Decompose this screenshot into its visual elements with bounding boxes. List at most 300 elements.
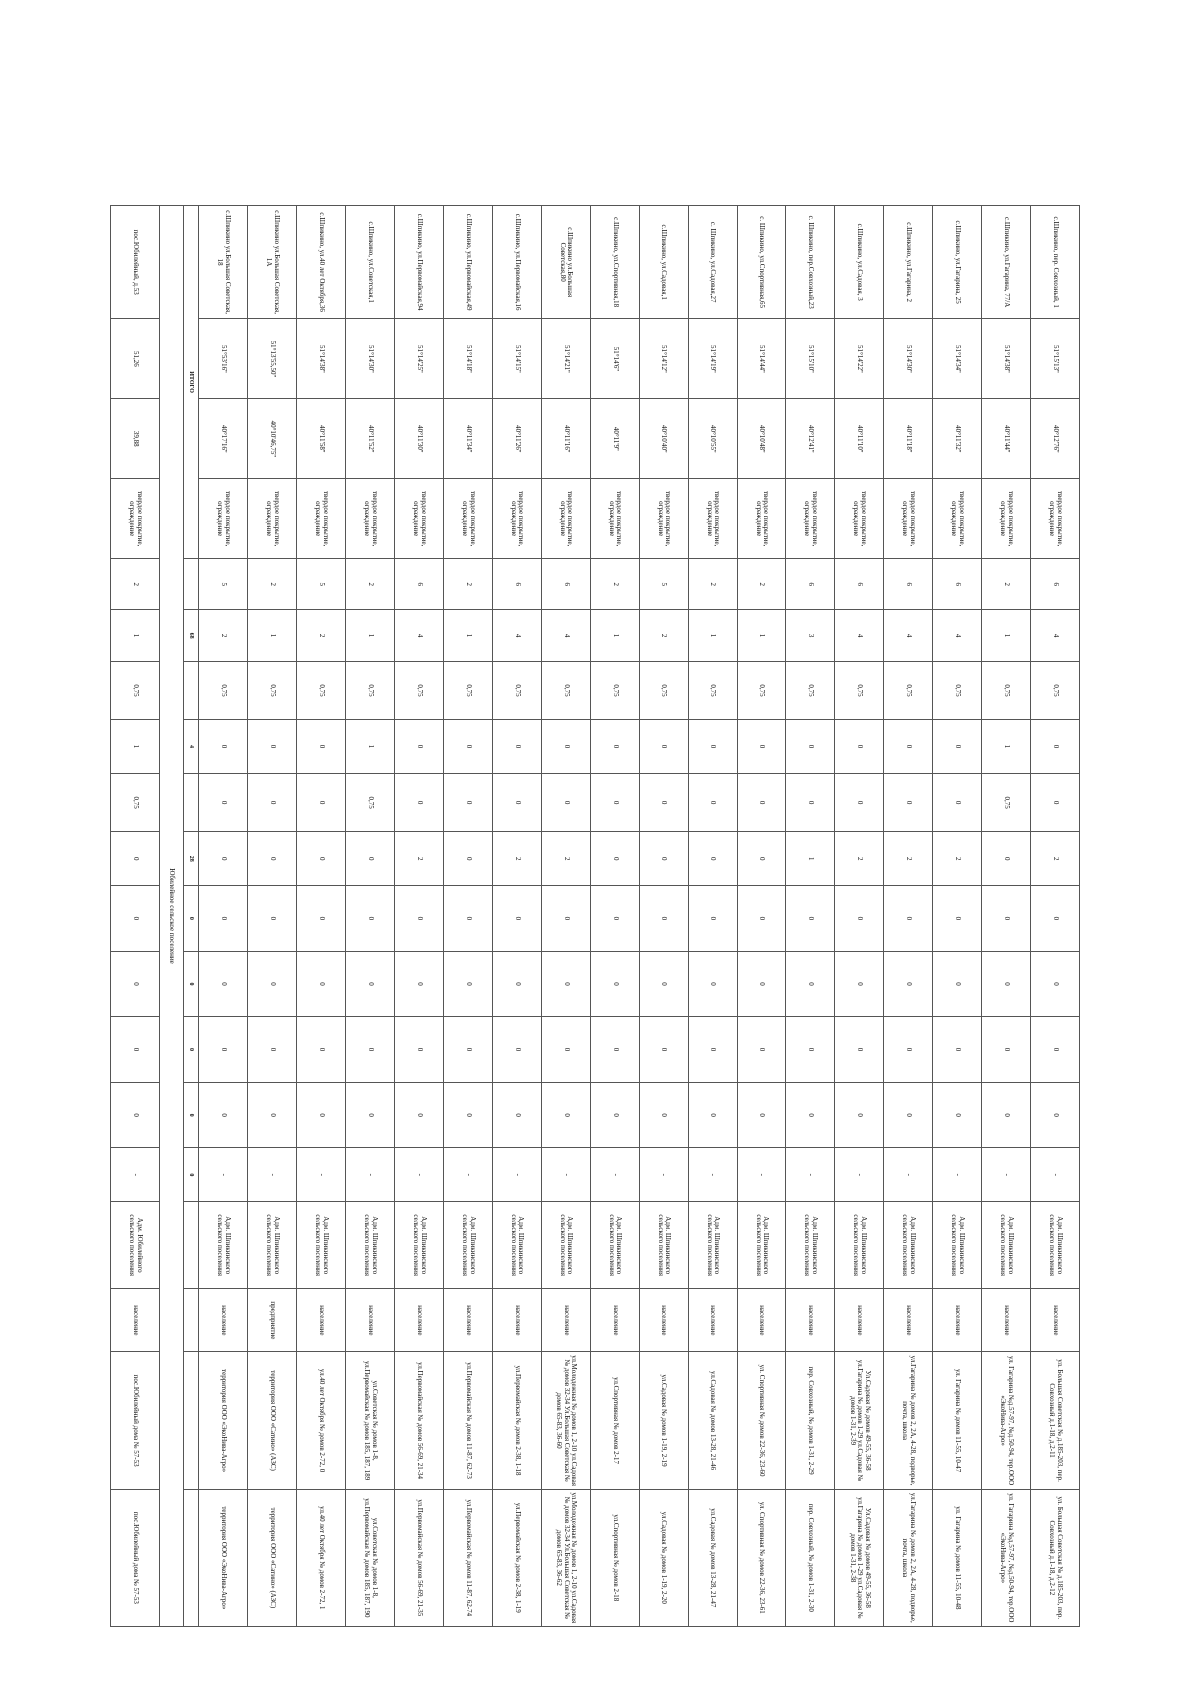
table-cell: 0 xyxy=(639,1082,688,1148)
table-cell: 0 xyxy=(835,951,884,1017)
table-cell: 1 xyxy=(737,610,786,661)
table-cell: твердое покрытие, ограждение xyxy=(199,479,248,559)
table-cell: 0 xyxy=(1031,886,1080,952)
table-cell: 0 xyxy=(982,1017,1031,1083)
table-row xyxy=(884,206,933,1627)
table-row xyxy=(541,206,590,1627)
table-cell: 51°14'15'' xyxy=(492,319,541,399)
table-cell: территория ООО «Сатино» (АЗС) xyxy=(248,1489,297,1626)
table-cell: 0 xyxy=(786,886,835,952)
table-cell: 0 xyxy=(492,886,541,952)
table-cell: 0 xyxy=(688,832,737,886)
table-cell: население xyxy=(639,1289,688,1352)
table-cell: ул.Молодежная № домов 1, 2-10 ул.Садовая № домов 32-34 Ул.Большая Советская № домов 65-83, 36-62 xyxy=(541,1489,590,1626)
table-cell: 0 xyxy=(248,951,297,1017)
table-cell: 0 xyxy=(982,886,1031,952)
table-cell: 0 xyxy=(786,773,835,831)
table-cell: 2 xyxy=(395,832,444,886)
table-cell: 0 xyxy=(111,951,160,1017)
table-cell: твердое покрытие, ограждение xyxy=(835,479,884,559)
table-cell: 2 xyxy=(541,832,590,886)
table-cell: 0 xyxy=(933,951,982,1017)
table-cell: с.Шпикино, ул.Гагарина, 2 xyxy=(884,206,933,319)
table-cell: твердое покрытие, ограждение xyxy=(933,479,982,559)
table-row xyxy=(688,206,737,1627)
table-cell: - xyxy=(346,1148,395,1202)
table-cell: 40°11'58'' xyxy=(297,399,346,479)
table-cell: 0 xyxy=(248,1082,297,1148)
table-cell: ул.Садовая № домов 1-19, 2-19 xyxy=(639,1352,688,1489)
table-cell: 0 xyxy=(688,1082,737,1148)
table-cell: 0 xyxy=(541,773,590,831)
table-cell: - xyxy=(590,1148,639,1202)
table-cell: ул.Гагарина № домов 2, 2А, 4-28, подворье, почта, школа xyxy=(884,1489,933,1626)
table-cell: 3 xyxy=(786,610,835,661)
table-cell: 0 xyxy=(346,1082,395,1148)
table-cell: Ул.Садовая № домов 49-55, 36-58 ул.Гагарина № домов 1-29 ул.Садовая № домов 1-31, 2-38 xyxy=(835,1489,884,1626)
table-cell: с.Шпикино, ул.Гагарина, 25 xyxy=(933,206,982,319)
table-cell: Адм. Шпикинского сельского поселения xyxy=(835,1202,884,1289)
table-cell: твердое покрытие, ограждение xyxy=(639,479,688,559)
table-cell: пос.Юбилейный дома № 57-53 xyxy=(111,1489,160,1626)
table-cell: пос.Юбилейный дома № 57-53 xyxy=(111,1352,160,1489)
table-cell: 2 xyxy=(688,559,737,610)
table-cell: ул. Гагарина № домов 11-55, 10-48 xyxy=(933,1489,982,1626)
table-cell: 0,75 xyxy=(346,773,395,831)
table-cell: 0,75 xyxy=(786,661,835,719)
table-cell: ул.Садовая № домов 13-28, 21-46 xyxy=(688,1352,737,1489)
table-cell: 4 xyxy=(1031,610,1080,661)
table-cell: Адм. Шпикинского сельского поселения xyxy=(395,1202,444,1289)
table-cell: 0 xyxy=(248,886,297,952)
table-cell: Адм. Шпикинского сельского поселения xyxy=(786,1202,835,1289)
total-cell xyxy=(183,1202,199,1289)
table-cell: - xyxy=(737,1148,786,1202)
table-cell: 0 xyxy=(737,1082,786,1148)
table-cell: 1 xyxy=(982,610,1031,661)
total-label: ИТОГО xyxy=(183,206,199,559)
table-cell: 0,75 xyxy=(933,661,982,719)
table-cell: Ул.Садовая № домов 49-55, 36-58 ул.Гагарина № домов 1-29 ул.Садовая № домов 1-31, 2-39 xyxy=(835,1352,884,1489)
total-cell: 0 xyxy=(183,1148,199,1202)
table-cell: 51°15'13'' xyxy=(1031,319,1080,399)
table-cell: 51°14'6'' xyxy=(590,319,639,399)
table-cell: население xyxy=(492,1289,541,1352)
table-cell: Адм. Шпикинского сельского поселения xyxy=(248,1202,297,1289)
table-cell: ул. Спортивная № домов 22-36, 23-60 xyxy=(737,1352,786,1489)
table-cell: 6 xyxy=(395,559,444,610)
table-cell: Адм. Шпикинского сельского поселения xyxy=(541,1202,590,1289)
table-cell: 6 xyxy=(884,559,933,610)
table-cell: 0 xyxy=(346,832,395,886)
table-row xyxy=(737,206,786,1627)
table-cell: 40°12'76'' xyxy=(1031,399,1080,479)
table-cell: Адм. Шпикинского сельского поселения xyxy=(737,1202,786,1289)
table-cell: - xyxy=(395,1148,444,1202)
table-cell: население xyxy=(884,1289,933,1352)
table-cell: 1 xyxy=(111,610,160,661)
table-cell: 0 xyxy=(395,720,444,774)
table-cell: 1 xyxy=(982,720,1031,774)
table-cell: 4 xyxy=(933,610,982,661)
table-cell: 1 xyxy=(111,720,160,774)
table-cell: ул.Советская № домов 1-8, ул.Первомайская № домов 185, 187, 190 xyxy=(346,1489,395,1626)
table-cell: 1 xyxy=(590,610,639,661)
table-cell: 0 xyxy=(639,773,688,831)
table-row xyxy=(444,206,493,1627)
table-cell: 0 xyxy=(541,720,590,774)
table-row xyxy=(786,206,835,1627)
table-cell: 0 xyxy=(737,832,786,886)
table-cell: 51°14'30'' xyxy=(346,319,395,399)
table-cell: - xyxy=(884,1148,933,1202)
table-cell: Адм. Шпикинского сельского поселения xyxy=(639,1202,688,1289)
table-cell: 0 xyxy=(639,951,688,1017)
table-cell: ул. Гагарина №д.57-97, №д.50-94, тер.ООО «ЭкоНива-Агро» xyxy=(982,1352,1031,1489)
table-row xyxy=(199,206,248,1627)
table-cell: 0 xyxy=(982,951,1031,1017)
table-cell: 0 xyxy=(590,886,639,952)
table-cell: твердое покрытие, ограждение xyxy=(346,479,395,559)
table-cell: 4 xyxy=(395,610,444,661)
table-cell: Адм. Юбилейного сельского поселения xyxy=(111,1202,160,1289)
table-cell: 0 xyxy=(1031,773,1080,831)
table-cell: Адм. Шпикинского сельского поселения xyxy=(346,1202,395,1289)
table-cell: 0 xyxy=(199,1082,248,1148)
table-cell: 2 xyxy=(444,559,493,610)
table-cell: 0 xyxy=(835,1017,884,1083)
table-cell: 51°14'30'' xyxy=(884,319,933,399)
table-cell: 39,88 xyxy=(111,399,160,479)
table-cell: 0 xyxy=(982,1082,1031,1148)
table-cell: 0 xyxy=(444,951,493,1017)
table-cell: с. Шпикино, пер.Совхозный,23 xyxy=(786,206,835,319)
table-cell: 0 xyxy=(297,1082,346,1148)
table-cell: 0,75 xyxy=(297,661,346,719)
table-cell: 0 xyxy=(688,951,737,1017)
table-cell: 0 xyxy=(933,1082,982,1148)
table-cell: - xyxy=(444,1148,493,1202)
table-cell: - xyxy=(639,1148,688,1202)
table-cell: 6 xyxy=(492,559,541,610)
rotated-table-container xyxy=(110,205,1080,1627)
table-cell: твердое покрытие, ограждение xyxy=(492,479,541,559)
table-cell: - xyxy=(933,1148,982,1202)
table-cell: 0,75 xyxy=(248,661,297,719)
table-cell: население xyxy=(982,1289,1031,1352)
table-cell: 0 xyxy=(492,773,541,831)
table-cell: 2 xyxy=(346,559,395,610)
table-cell: 6 xyxy=(541,559,590,610)
table-cell: ул.Молодежная № домов 1, 2-10 ул.Садовая № домов 32-34 Ул.Большая Советская № домов 65-83, 36-60 xyxy=(541,1352,590,1489)
table-cell: ул.Гагарина № домов 2, 2А, 4-28, подворье, почта, школа xyxy=(884,1352,933,1489)
table-cell: 0,75 xyxy=(1031,661,1080,719)
table-row xyxy=(1031,206,1080,1627)
table-cell: ул.Советская № домов 1-8, ул.Первомайская № домов 185, 187, 189 xyxy=(346,1352,395,1489)
table-cell: 0,75 xyxy=(541,661,590,719)
table-cell: твердое покрытие, ограждение xyxy=(541,479,590,559)
table-cell: 0,75 xyxy=(346,661,395,719)
table-cell: с.Шпикино, ул.Спортивная,18 xyxy=(590,206,639,319)
table-cell: 0 xyxy=(395,1082,444,1148)
table-cell: 0 xyxy=(590,832,639,886)
table-cell: 0 xyxy=(590,720,639,774)
table-cell: - xyxy=(1031,1148,1080,1202)
table-cell: 0 xyxy=(395,1017,444,1083)
table-cell: с.Шпикино, ул.Первомайская,49 xyxy=(444,206,493,319)
table-cell: 0 xyxy=(933,1017,982,1083)
table-cell: 0 xyxy=(444,720,493,774)
table-cell: 0 xyxy=(199,832,248,886)
table-row xyxy=(933,206,982,1627)
table-cell: - xyxy=(786,1148,835,1202)
table-cell: 2 xyxy=(248,559,297,610)
table-cell: 51°14'21'' xyxy=(541,319,590,399)
table-cell: 6 xyxy=(835,559,884,610)
table-cell: 40°11'16'' xyxy=(541,399,590,479)
table-cell: ул. Спортивная № домов 22-36, 23-61 xyxy=(737,1489,786,1626)
table-cell: 0 xyxy=(1031,1082,1080,1148)
table-cell: 0,75 xyxy=(590,661,639,719)
table-cell: 0 xyxy=(786,1082,835,1148)
table-cell: 0 xyxy=(639,886,688,952)
section-title: Юбилейное сельское поселение xyxy=(159,206,183,1627)
total-cell xyxy=(183,1489,199,1626)
table-cell: 0 xyxy=(835,720,884,774)
table-cell: - xyxy=(492,1148,541,1202)
table-cell: с.Шпикино ул.Большая Советская, 18 xyxy=(199,206,248,319)
total-cell: 28 xyxy=(183,832,199,886)
table-cell: 0 xyxy=(492,720,541,774)
table-cell: 0 xyxy=(1031,1017,1080,1083)
table-cell: 2 xyxy=(590,559,639,610)
table-cell: твердое покрытие, ограждение xyxy=(786,479,835,559)
table-cell: твердое покрытие, ограждение xyxy=(1031,479,1080,559)
table-row xyxy=(639,206,688,1627)
table-cell: 0 xyxy=(297,720,346,774)
table-cell: 0 xyxy=(248,773,297,831)
table-cell: с.Шпикино, ул.Гагарина, 77/А xyxy=(982,206,1031,319)
table-cell: 2 xyxy=(1031,832,1080,886)
table-cell: с.Шпикино, ул.Первомайская,16 xyxy=(492,206,541,319)
table-cell: 2 xyxy=(737,559,786,610)
table-cell: население xyxy=(590,1289,639,1352)
table-row xyxy=(835,206,884,1627)
table-cell: 0 xyxy=(933,773,982,831)
table-cell: ул.40 лет Октября № домов 2-72, 0 xyxy=(297,1352,346,1489)
table-cell: население xyxy=(297,1289,346,1352)
table-cell: 0 xyxy=(639,1017,688,1083)
table-cell: 2 xyxy=(297,610,346,661)
table-cell: 0 xyxy=(884,1082,933,1148)
table-cell: 51°13'55,50'' xyxy=(248,319,297,399)
table-cell: 0 xyxy=(786,720,835,774)
table-cell: территория ООО «Сатино» (АЗС) xyxy=(248,1352,297,1489)
table-cell: 2 xyxy=(982,559,1031,610)
table-row xyxy=(346,206,395,1627)
table-cell: 0 xyxy=(248,720,297,774)
table-cell: 0 xyxy=(737,951,786,1017)
table-cell: ул.Спортивная № домов 2-17 xyxy=(590,1352,639,1489)
total-cell: 0 xyxy=(183,1082,199,1148)
table-cell: - xyxy=(199,1148,248,1202)
table-cell: 40°11'44'' xyxy=(982,399,1031,479)
table-cell: 0 xyxy=(884,720,933,774)
table-cell: 0 xyxy=(297,886,346,952)
table-cell: 0 xyxy=(199,951,248,1017)
table-cell: 0 xyxy=(884,886,933,952)
table-cell: 1 xyxy=(346,720,395,774)
table-cell: 0 xyxy=(492,1017,541,1083)
table-cell: 40°11'26'' xyxy=(492,399,541,479)
table-cell: 0,75 xyxy=(111,773,160,831)
table-cell: с.Шпикино, ул.Первомайская,94 xyxy=(395,206,444,319)
table-cell: 0 xyxy=(541,886,590,952)
table-cell: 0 xyxy=(199,720,248,774)
table-cell: 0 xyxy=(590,1017,639,1083)
table-cell: 6 xyxy=(786,559,835,610)
table-cell: 40°11'32'' xyxy=(933,399,982,479)
table-cell: ул.Садовая № домов 13-28, 21-47 xyxy=(688,1489,737,1626)
table-cell: 0 xyxy=(444,832,493,886)
table-cell: 51°14'38'' xyxy=(297,319,346,399)
table-cell: с.Шпикино, ул.Садовая, 3 xyxy=(835,206,884,319)
table-cell: 0 xyxy=(541,1017,590,1083)
table-cell: Адм. Шпикинского сельского поселения xyxy=(297,1202,346,1289)
table-body xyxy=(111,206,1080,1627)
table-cell: ул.Первомайская № домов 11-87, 62-74 xyxy=(444,1489,493,1626)
table-cell: 0 xyxy=(199,1017,248,1083)
table-cell: 4 xyxy=(884,610,933,661)
table-cell: 2 xyxy=(639,610,688,661)
table-cell: 0 xyxy=(639,832,688,886)
table-cell: 2 xyxy=(835,832,884,886)
total-cell xyxy=(183,773,199,831)
table-cell: 6 xyxy=(933,559,982,610)
table-cell: 4 xyxy=(492,610,541,661)
table-cell: 2 xyxy=(933,832,982,886)
container-sites-register-table xyxy=(110,205,1080,1627)
table-cell: 0 xyxy=(248,832,297,886)
table-cell: 0 xyxy=(111,1082,160,1148)
table-cell: 4 xyxy=(835,610,884,661)
table-cell: - xyxy=(982,1148,1031,1202)
table-cell: 0 xyxy=(297,951,346,1017)
table-cell: 0 xyxy=(492,951,541,1017)
table-cell: ул.Первомайская № домов 56-69, 21-34 xyxy=(395,1352,444,1489)
table-cell: 0 xyxy=(639,720,688,774)
table-cell: 51°14'44'' xyxy=(737,319,786,399)
table-cell: 0 xyxy=(395,773,444,831)
table-cell: 0,75 xyxy=(492,661,541,719)
table-cell: с. Шпикино, ул.Спортивная,65 xyxy=(737,206,786,319)
table-cell: 0 xyxy=(297,773,346,831)
table-cell: 0 xyxy=(737,773,786,831)
table-cell: 0 xyxy=(111,832,160,886)
table-cell: 51°14'19'' xyxy=(688,319,737,399)
table-cell: 51°14'22'' xyxy=(835,319,884,399)
table-cell: - xyxy=(835,1148,884,1202)
table-cell: 0 xyxy=(444,1017,493,1083)
table-cell: 2 xyxy=(884,832,933,886)
table-cell: 40°12'41'' xyxy=(786,399,835,479)
table-cell: 51°53'16'' xyxy=(199,319,248,399)
table-row xyxy=(297,206,346,1627)
table-cell: 0 xyxy=(688,773,737,831)
table-cell: 0 xyxy=(835,1082,884,1148)
table-cell: Адм. Шпикинского сельского поселения xyxy=(933,1202,982,1289)
table-cell: 0 xyxy=(346,886,395,952)
table-cell: 0 xyxy=(395,951,444,1017)
table-cell: 0 xyxy=(492,1082,541,1148)
table-cell: 0 xyxy=(111,1017,160,1083)
table-row xyxy=(982,206,1031,1627)
table-cell: 1 xyxy=(786,832,835,886)
table-cell: 51°14'38'' xyxy=(982,319,1031,399)
table-cell: 40°11'30'' xyxy=(395,399,444,479)
table-cell: 0 xyxy=(444,886,493,952)
table-cell: с.Шпикино, ул.Садовая,1 xyxy=(639,206,688,319)
table-cell: 0 xyxy=(541,951,590,1017)
table-cell: ул.Первомайская № домов 56-69, 21-35 xyxy=(395,1489,444,1626)
total-cell: 0 xyxy=(183,951,199,1017)
table-cell: население xyxy=(688,1289,737,1352)
table-cell: 0 xyxy=(199,773,248,831)
total-cell xyxy=(183,559,199,610)
table-row xyxy=(395,206,444,1627)
table-cell: Адм. Шпикинского сельского поселения xyxy=(688,1202,737,1289)
total-cell: 0 xyxy=(183,886,199,952)
table-cell: 40°11'52'' xyxy=(346,399,395,479)
table-cell: 0 xyxy=(346,951,395,1017)
table-cell: ул. Гагарина №д.57-97, №д.50-94, тер.ООО «ЭкоНива-Агро» xyxy=(982,1489,1031,1626)
table-cell: 0 xyxy=(590,951,639,1017)
table-cell: ул.Первомайская № домов 2-38, 1-18 xyxy=(492,1352,541,1489)
table-cell: Адм. Шпикинского сельского поселения xyxy=(590,1202,639,1289)
total-cell: 4 xyxy=(183,720,199,774)
table-cell: 1 xyxy=(688,610,737,661)
table-row xyxy=(248,206,297,1627)
table-cell: ул. Большая Советская № д.185-203, пер. Совхозный д.1-18, д.2-11 xyxy=(1031,1352,1080,1489)
table-cell: 0 xyxy=(737,720,786,774)
section-row xyxy=(159,206,183,1627)
table-cell: 6 xyxy=(1031,559,1080,610)
table-cell: твердое покрытие, ограждение xyxy=(982,479,1031,559)
table-row xyxy=(590,206,639,1627)
table-cell: твердое покрытие, ограждение xyxy=(297,479,346,559)
table-cell: 40°10'55'' xyxy=(688,399,737,479)
table-cell: ул.40 лет Октября № домов 2-72, 1 xyxy=(297,1489,346,1626)
table-cell: 0 xyxy=(199,886,248,952)
table-cell: 0,75 xyxy=(111,661,160,719)
table-cell: 0 xyxy=(737,1017,786,1083)
table-cell: 0,75 xyxy=(688,661,737,719)
table-cell: 0 xyxy=(1031,720,1080,774)
table-cell: ул. Большая Советская № д.185-203, пер. Совхозный д.1-18, д.2-12 xyxy=(1031,1489,1080,1626)
table-cell: 0 xyxy=(590,773,639,831)
table-cell: Адм. Шпикинского сельского поселения xyxy=(982,1202,1031,1289)
table-cell: 51°15'10'' xyxy=(786,319,835,399)
table-cell: - xyxy=(541,1148,590,1202)
table-cell: 5 xyxy=(199,559,248,610)
table-cell: 0 xyxy=(297,1017,346,1083)
table-cell: 0 xyxy=(933,720,982,774)
table-cell: 0,75 xyxy=(639,661,688,719)
table-cell: ул. Гагарина № домов 11-55, 10-47 xyxy=(933,1352,982,1489)
table-cell: 0 xyxy=(688,1017,737,1083)
table-cell: территория ООО «ЭкоНива-Агро» xyxy=(199,1489,248,1626)
table-cell: 40°11'34'' xyxy=(444,399,493,479)
